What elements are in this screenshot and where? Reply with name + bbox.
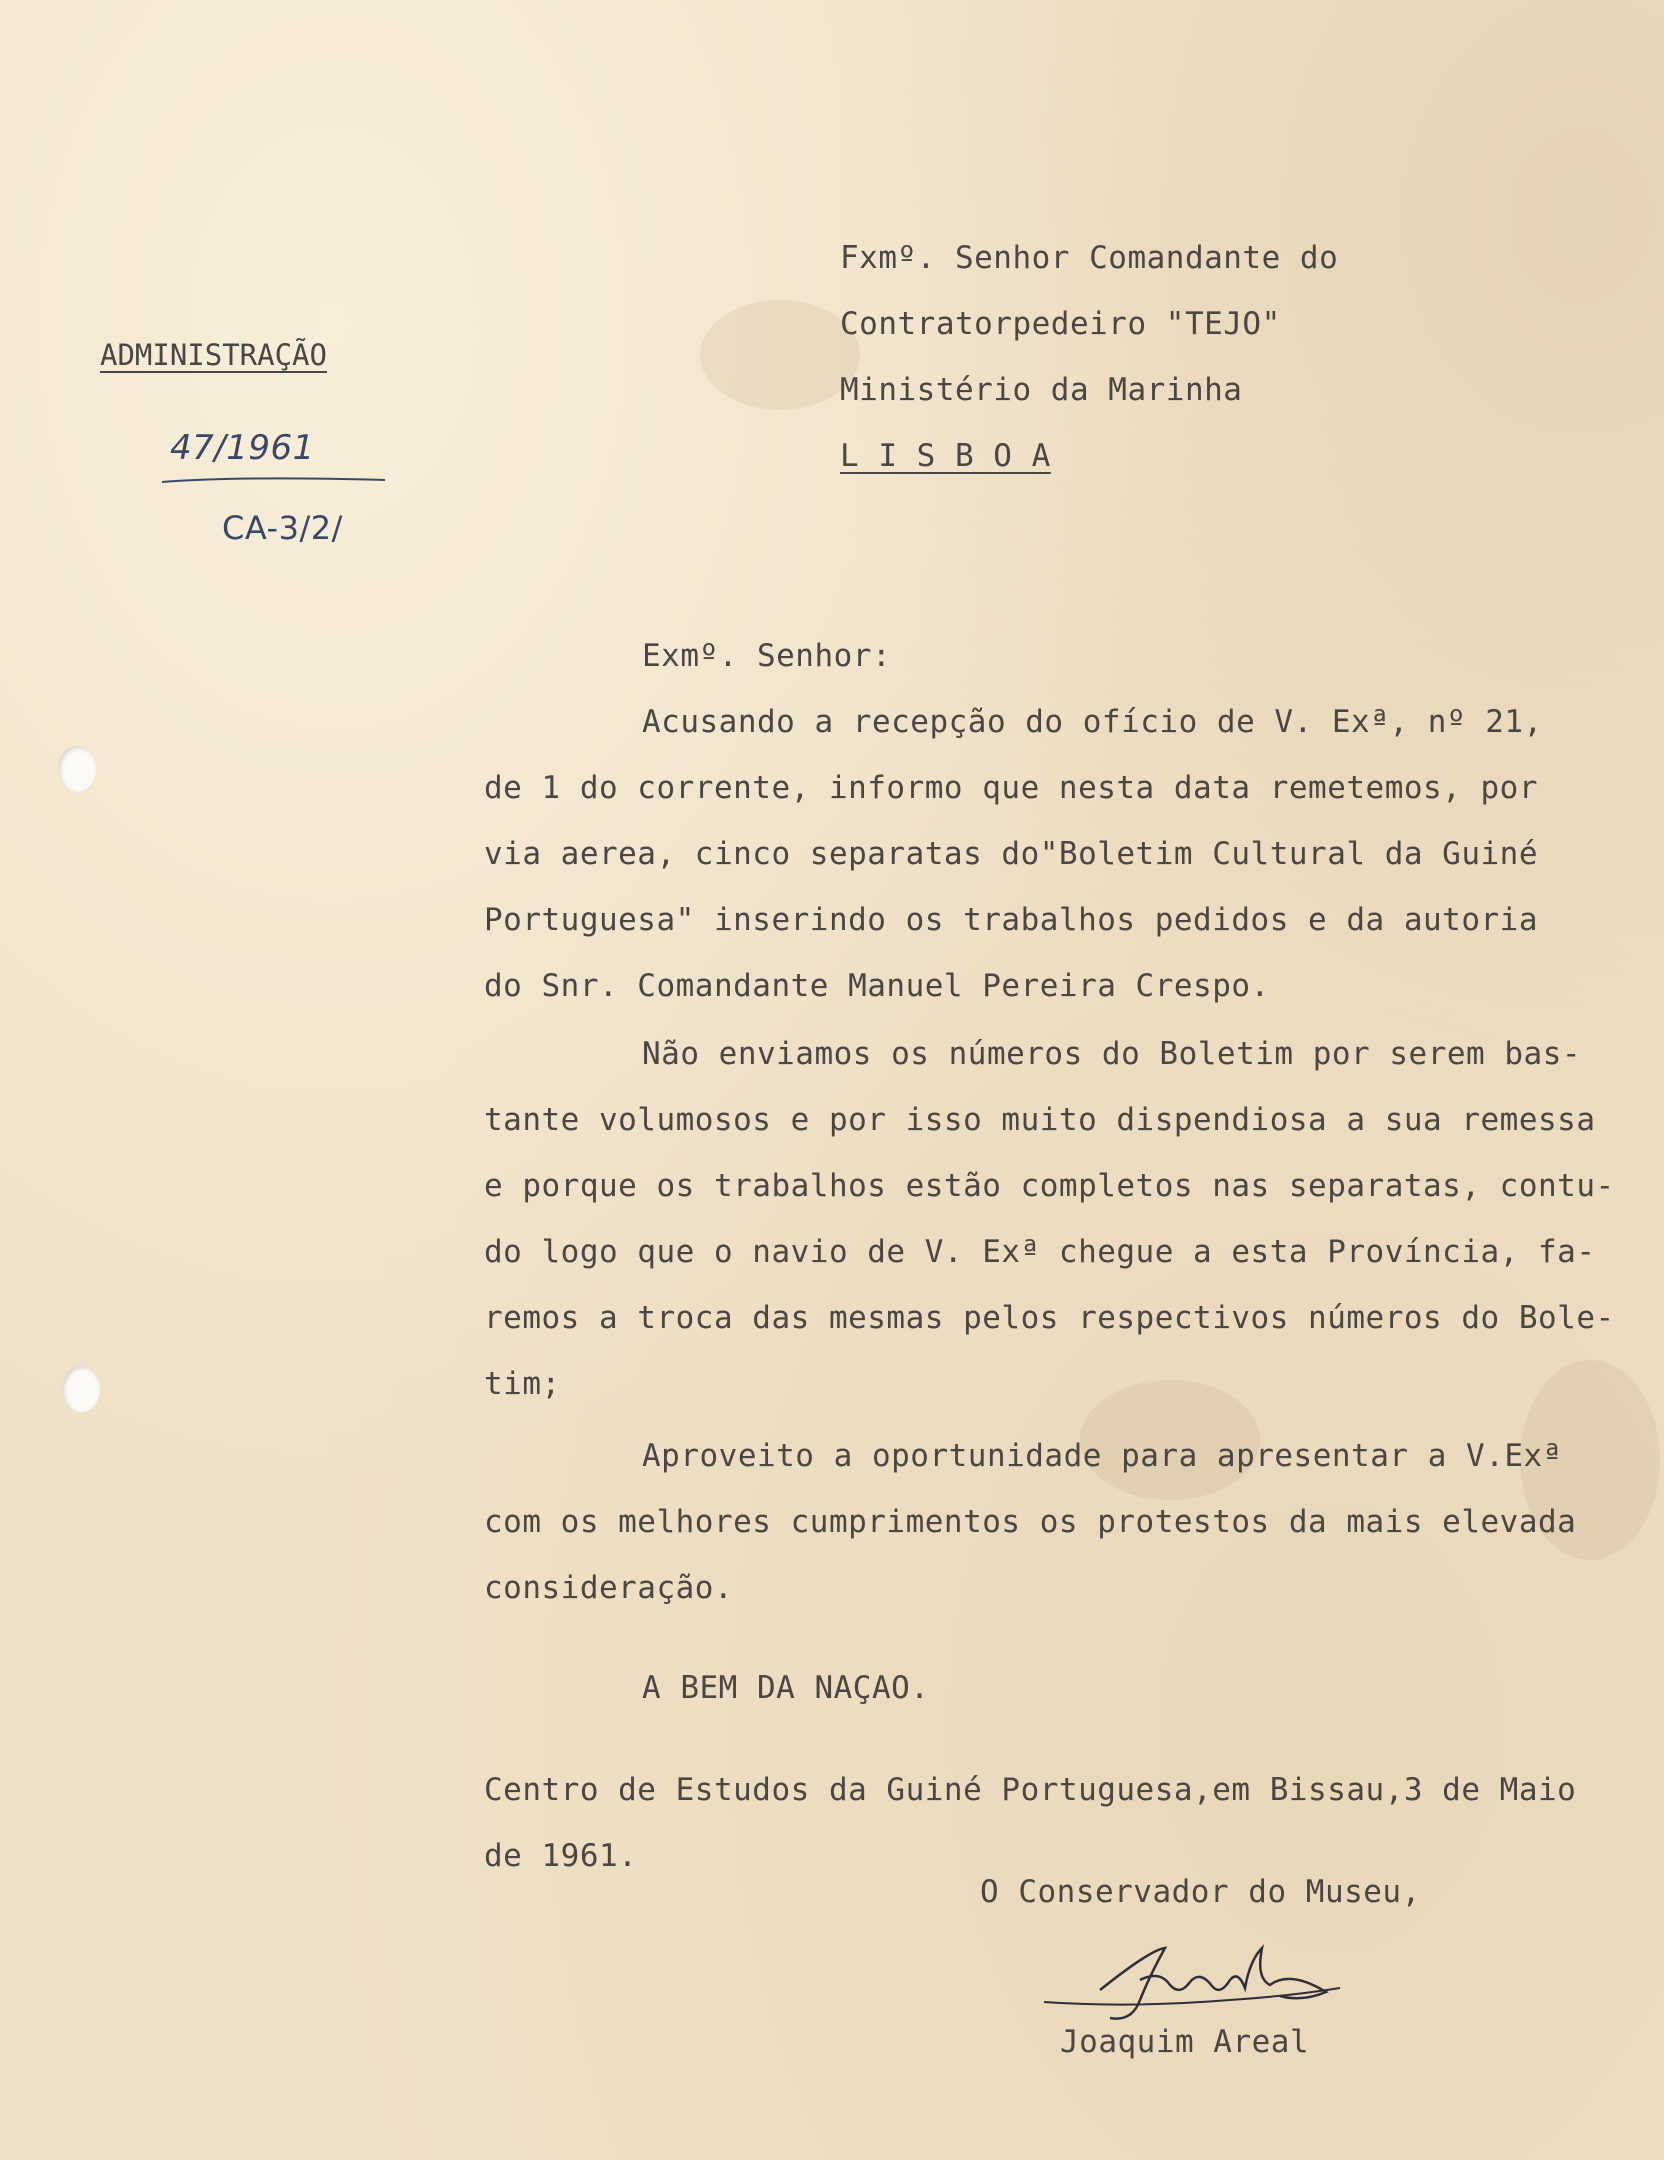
signatory-name: Joaquim Areal [1060, 2024, 1310, 2060]
paragraph-2-line: e porque os trabalhos estão completos nas separatas, contu- [484, 1168, 1615, 1204]
paragraph-2-line: tante volumosos e por isso muito dispendiosa a sua remessa [484, 1102, 1596, 1138]
address-line-1: Fxmº. Senhor Comandante do [840, 240, 1339, 276]
paper-stain [700, 300, 860, 410]
salutation: Exmº. Senhor: [642, 638, 892, 674]
closing-motto: A BEM DA NAÇAO. [642, 1670, 930, 1706]
paragraph-3-line: consideração. [484, 1570, 734, 1606]
punch-hole [58, 746, 96, 792]
paragraph-3-line: com os melhores cumprimentos os protestos da mais elevada [484, 1504, 1577, 1540]
address-line-3: Ministério da Marinha [840, 372, 1243, 408]
paragraph-1-line: Portuguesa" inserindo os trabalhos pedidos e da autoria [484, 902, 1538, 938]
paragraph-2-line: Não enviamos os números do Boletim por serem bas- [642, 1036, 1582, 1072]
signatory-title: O Conservador do Museu, [980, 1874, 1421, 1910]
admin-heading: ADMINISTRAÇÃO [100, 338, 327, 372]
place-date-line: de 1961. [484, 1838, 638, 1874]
paragraph-1-line: via aerea, cinco separatas do"Boletim Cultural da Guiné [484, 836, 1538, 872]
place-date-line: Centro de Estudos da Guiné Portuguesa,em Bissau,3 de Maio [484, 1772, 1577, 1808]
admin-reference: CA-3/2/ [222, 509, 343, 547]
paragraph-1-line: Acusando a recepção do ofício de V. Exª, nº 21, [642, 704, 1543, 740]
punch-hole [62, 1366, 100, 1412]
address-line-2: Contratorpedeiro "TEJO" [840, 306, 1281, 342]
admin-number: 47/1961 [170, 428, 315, 468]
paragraph-3-line: Aproveito a oportunidade para apresentar a V.Exª [642, 1438, 1562, 1474]
admin-number-underline [160, 470, 390, 490]
address-line-4: L I S B O A [840, 438, 1051, 474]
paragraph-1-line: do Snr. Comandante Manuel Pereira Crespo. [484, 968, 1270, 1004]
paragraph-2-line: do logo que o navio de V. Exª chegue a esta Província, fa- [484, 1234, 1596, 1270]
paragraph-2-line: remos a troca das mesmas pelos respectivos números do Bole- [484, 1300, 1615, 1336]
paragraph-1-line: de 1 do corrente, informo que nesta data remetemos, por [484, 770, 1538, 806]
paragraph-2-line: tim; [484, 1366, 561, 1402]
